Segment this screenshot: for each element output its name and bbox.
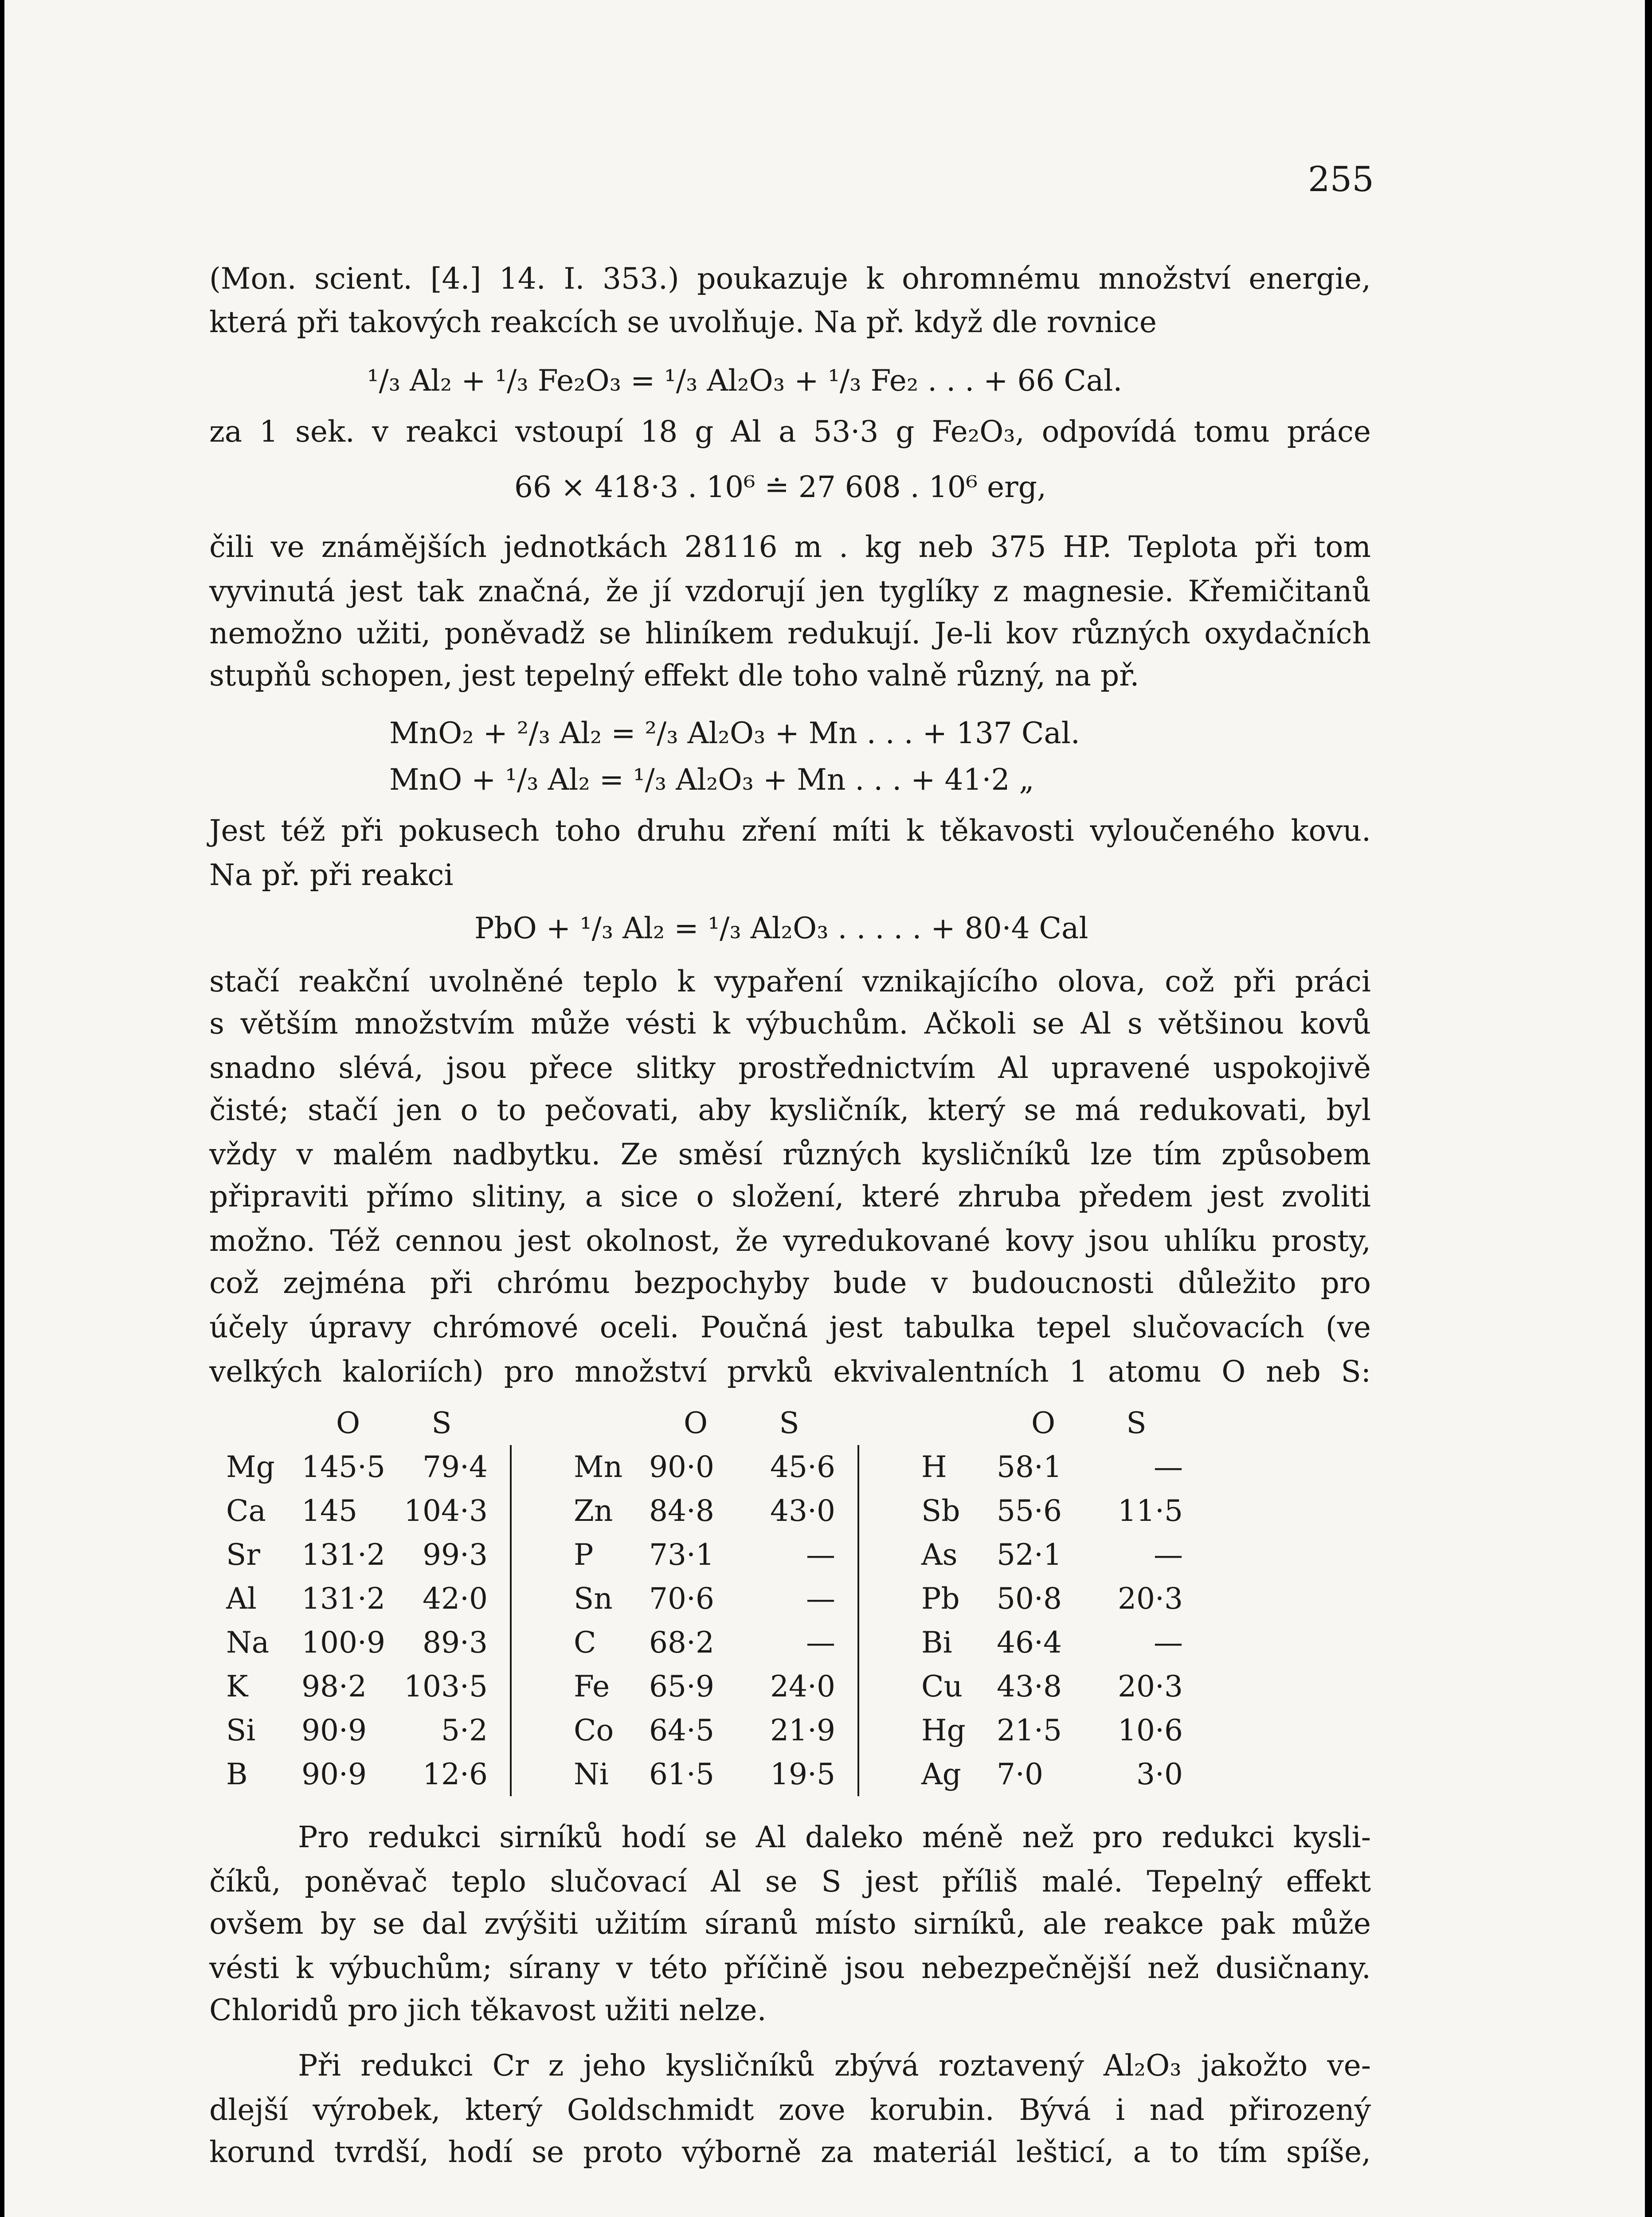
column-header-o: O	[1031, 1406, 1056, 1440]
heat-sulfide-value: 12·6	[423, 1757, 488, 1791]
table-row	[226, 1577, 1205, 1621]
heat-sulfide-value: 3·0	[1136, 1757, 1183, 1791]
heat-sulfide-value: —	[1154, 1538, 1183, 1572]
element-symbol: P	[511, 1533, 649, 1577]
equation-mno2: MnO₂ + ²/₃ Al₂ = ²/₃ Al₂O₃ + Mn . . . + 137 Cal.	[389, 716, 1080, 750]
table-row	[226, 1665, 1205, 1708]
text-line: čili ve známějších jednotkách 28116 m . kg neb 375 HP. Teplota při tom	[209, 530, 1371, 564]
text-line: číků, poněvač teplo slučovací Al se S jest příliš malé. Tepelný effekt	[209, 1864, 1371, 1899]
element-symbol: Co	[511, 1708, 649, 1752]
element-symbol: Na	[226, 1626, 270, 1660]
text-line: vésti k výbuchům; sírany v této příčině jsou nebezpečnější než dusičnany.	[209, 1951, 1371, 1985]
heat-sulfide-value: 45·6	[770, 1450, 835, 1484]
heat-oxide-value: 46·4	[997, 1626, 1062, 1660]
heat-oxide-value: 90·9	[301, 1713, 367, 1747]
text-line: Pro redukci sirníků hodí se Al daleko méně než pro redukci kysli-	[298, 1820, 1371, 1854]
heat-sulfide-value: —	[806, 1538, 835, 1572]
text-line: což zejména při chrómu bezpochyby bude v budoucnosti důležito pro	[209, 1266, 1371, 1300]
heat-sulfide-value: 89·3	[423, 1626, 488, 1660]
text-line: Chloridů pro jich těkavost užiti nelze.	[209, 1993, 767, 2027]
heat-sulfide-value: 21·9	[770, 1713, 835, 1747]
text-line: s větším množstvím může vésti k výbuchům. Ačkoli se Al s většinou kovů	[209, 1007, 1371, 1041]
table-row	[226, 1489, 1205, 1533]
element-symbol: Ni	[511, 1752, 649, 1796]
column-header-o: O	[683, 1406, 708, 1440]
heat-sulfide-value: 19·5	[770, 1757, 835, 1791]
heat-sulfide-value: 104·3	[404, 1494, 488, 1528]
heat-sulfide-value: 11·5	[1118, 1494, 1183, 1528]
heat-sulfide-value: —	[1154, 1450, 1183, 1484]
heat-sulfide-value: 5·2	[441, 1713, 488, 1747]
text-line: Na př. při reakci	[209, 858, 454, 892]
element-symbol: Cu	[858, 1665, 997, 1708]
heat-oxide-value: 58·1	[997, 1450, 1062, 1484]
heat-oxide-value: 84·8	[649, 1494, 714, 1528]
column-header-o: O	[336, 1406, 360, 1440]
element-symbol: Sn	[511, 1577, 649, 1621]
equation-work: 66 × 418·3 . 10⁶ ≐ 27 608 . 10⁶ erg,	[514, 470, 1046, 504]
heat-sulfide-value: 24·0	[770, 1669, 835, 1704]
text-line: Při redukci Cr z jeho kysličníků zbývá roztavený Al₂O₃ jakožto ve-	[298, 2049, 1371, 2083]
text-line: vyvinutá jest tak značná, že jí vzdorují jen tyglíky z magnesie. Křemičitanů	[209, 574, 1371, 608]
element-symbol: Al	[226, 1582, 257, 1616]
element-symbol: Ca	[226, 1494, 266, 1528]
text-line: nemožno užiti, poněvadž se hliníkem redukují. Je-li kov různých oxydačních	[209, 616, 1371, 650]
heat-oxide-value: 50·8	[997, 1582, 1062, 1616]
text-line: čisté; stačí jen o to pečovati, aby kysličník, který se má redukovati, byl	[209, 1093, 1371, 1127]
element-symbol: Bi	[858, 1621, 997, 1665]
heat-oxide-value: 43·8	[997, 1669, 1062, 1704]
element-symbol: As	[858, 1533, 997, 1577]
heat-oxide-value: 131·2	[301, 1538, 385, 1572]
text-line: připraviti přímo slitiny, a sice o složení, které zhruba předem jest zvoliti	[209, 1179, 1371, 1214]
heat-sulfide-value: 43·0	[770, 1494, 835, 1528]
heat-sulfide-value: 99·3	[423, 1538, 488, 1572]
element-symbol: Sb	[858, 1489, 997, 1533]
text-line: vždy v malém nadbytku. Ze směsí různých kysličníků lze tím způsobem	[209, 1137, 1371, 1171]
element-symbol: Si	[226, 1713, 256, 1747]
book-page	[4, 0, 1645, 2217]
heat-oxide-value: 52·1	[997, 1538, 1062, 1572]
element-symbol: B	[226, 1757, 248, 1791]
text-line: korund tvrdší, hodí se proto výborně za materiál lešticí, a to tím spíše,	[209, 2135, 1371, 2169]
heat-oxide-value: 98·2	[301, 1669, 367, 1704]
column-header-s: S	[779, 1406, 799, 1440]
heat-sulfide-value: —	[806, 1626, 835, 1660]
equation-aluminothermy: ¹/₃ Al₂ + ¹/₃ Fe₂O₃ = ¹/₃ Al₂O₃ + ¹/₃ Fe₂ . . . + 66 Cal.	[367, 364, 1123, 398]
heat-oxide-value: 73·1	[649, 1538, 714, 1572]
element-symbol: Pb	[858, 1577, 997, 1621]
heat-oxide-value: 68·2	[649, 1626, 714, 1660]
table-row	[226, 1445, 1205, 1489]
heat-oxide-value: 100·9	[301, 1626, 385, 1660]
heat-sulfide-value: 10·6	[1118, 1713, 1183, 1747]
table-row	[226, 1621, 1205, 1665]
equation-mno: MnO + ¹/₃ Al₂ = ¹/₃ Al₂O₃ + Mn . . . + 41·2 „	[389, 763, 1034, 797]
text-line: Jest též při pokusech toho druhu zření míti k těkavosti vyloučeného kovu.	[209, 814, 1371, 848]
text-line: za 1 sek. v reakci vstoupí 18 g Al a 53·3 g Fe₂O₃, odpovídá tomu práce	[209, 415, 1371, 449]
table-row	[226, 1752, 1205, 1796]
text-line: dlejší výrobek, který Goldschmidt zove korubin. Bývá i nad přirozený	[209, 2093, 1371, 2127]
heat-oxide-value: 64·5	[649, 1713, 714, 1747]
heat-of-formation-table	[226, 1401, 1205, 1796]
heat-oxide-value: 61·5	[649, 1757, 714, 1791]
element-symbol: Mg	[226, 1450, 275, 1484]
text-line: možno. Též cennou jest okolnost, že vyredukované kovy jsou uhlíku prosty,	[209, 1224, 1371, 1258]
heat-oxide-value: 55·6	[997, 1494, 1062, 1528]
element-symbol: Zn	[511, 1489, 649, 1533]
text-line: velkých kaloriích) pro množství prvků ekvivalentních 1 atomu O neb S:	[209, 1355, 1371, 1389]
heat-oxide-value: 90·0	[649, 1450, 714, 1484]
heat-oxide-value: 145	[301, 1494, 357, 1528]
element-symbol: Sr	[226, 1538, 260, 1572]
text-line: (Mon. scient. [4.] 14. I. 353.) poukazuje k ohromnému množství energie,	[209, 262, 1371, 296]
element-symbol: Ag	[858, 1752, 997, 1796]
heat-sulfide-value: 42·0	[423, 1582, 488, 1616]
heat-oxide-value: 145·5	[301, 1450, 385, 1484]
element-symbol: Mn	[511, 1445, 649, 1489]
element-symbol: Hg	[858, 1708, 997, 1752]
text-line: účely úpravy chrómové oceli. Poučná jest tabulka tepel slučovacích (ve	[209, 1310, 1371, 1344]
text-line: snadno slévá, jsou přece slitky prostřednictvím Al upravené uspokojivě	[209, 1051, 1371, 1085]
text-line: stupňů schopen, jest tepelný effekt dle toho valně různý, na př.	[209, 658, 1139, 693]
text-line: která při takových reakcích se uvolňuje. Na př. když dle rovnice	[209, 305, 1157, 339]
element-symbol: H	[858, 1445, 997, 1489]
element-symbol: C	[511, 1621, 649, 1665]
heat-sulfide-value: 20·3	[1118, 1582, 1183, 1616]
heat-oxide-value: 70·6	[649, 1582, 714, 1616]
heat-sulfide-value: —	[806, 1582, 835, 1616]
heat-oxide-value: 90·9	[301, 1757, 367, 1791]
page-number: 255	[1308, 160, 1374, 200]
table-row	[226, 1708, 1205, 1752]
table-row	[226, 1533, 1205, 1577]
heat-oxide-value: 131·2	[301, 1582, 385, 1616]
heat-sulfide-value: 20·3	[1118, 1669, 1183, 1704]
element-symbol: K	[226, 1669, 248, 1704]
text-line: ovšem by se dal zvýšiti užitím síranů místo sirníků, ale reakce pak může	[209, 1907, 1371, 1941]
equation-pbo: PbO + ¹/₃ Al₂ = ¹/₃ Al₂O₃ . . . . . + 80·4 Cal	[474, 911, 1088, 945]
heat-sulfide-value: —	[1154, 1626, 1183, 1660]
heat-oxide-value: 21·5	[997, 1713, 1062, 1747]
element-symbol: Fe	[511, 1665, 649, 1708]
column-header-s: S	[1126, 1406, 1147, 1440]
heat-sulfide-value: 103·5	[404, 1669, 488, 1704]
heat-sulfide-value: 79·4	[423, 1450, 488, 1484]
heat-oxide-value: 65·9	[649, 1669, 714, 1704]
column-header-s: S	[431, 1406, 452, 1440]
text-line: stačí reakční uvolněné teplo k vypaření vznikajícího olova, což při práci	[209, 964, 1371, 999]
heat-oxide-value: 7·0	[997, 1757, 1043, 1791]
